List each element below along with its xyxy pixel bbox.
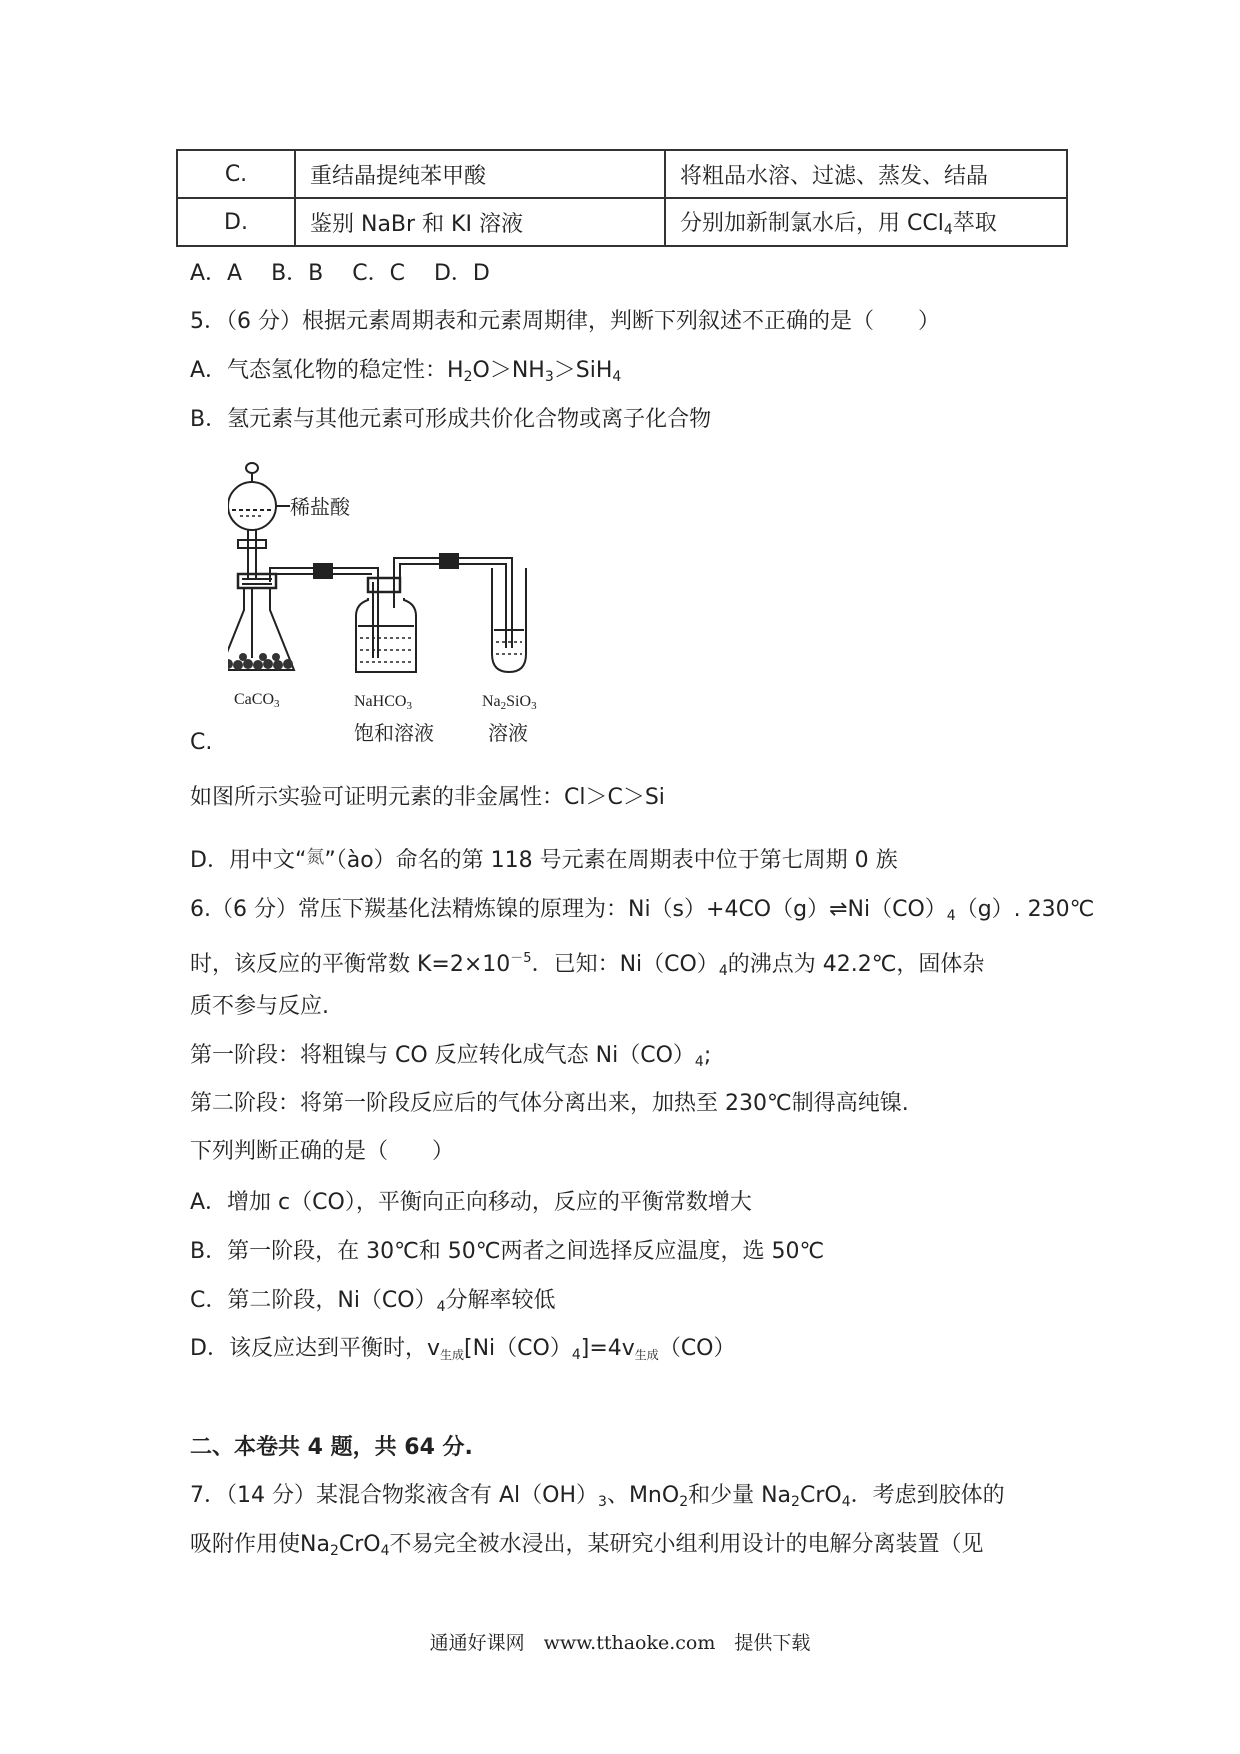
funnel-bulb [228,482,276,530]
q6-option-c: C．第二阶段，$Ni(CO)_4$分解率较低 [190,1288,556,1315]
q5-option-c-label: C. [190,730,213,755]
q6-stage-1: 第一阶段：将粗镍与 CO 反应转化成气态 $Ni(CO)_4$; [190,1043,712,1070]
table-cell-experiment: 重结晶提纯苯甲酸 [295,150,665,198]
table-cell-experiment: 鉴别 NaBr 和 KI 溶液 [295,198,665,246]
tube-label-2: 溶液 [488,721,528,745]
experiment-apparatus-figure [228,458,598,758]
table-cell-label: D. [177,198,295,246]
connecting-tube-2 [394,558,512,648]
q4-choices: A．A B．B C．C D．D [190,261,490,286]
funnel-stopcock [238,540,266,548]
q6-stage-2: 第二阶段：将第一阶段反应后的气体分离出来，加热至 230℃制得高纯镍. [190,1091,909,1116]
flask-label: CaCO3 [234,691,280,710]
hose-clamp-2 [440,554,458,568]
table-row [177,150,1067,198]
hose-clamp-1 [314,564,332,578]
tube-label: Na2SiO3 [482,693,537,712]
q7-line-2: 吸附作用使$Na_2CrO_4$不易完全被水浸出，某研究小组利用设计的电解分离装置（见 [190,1532,984,1559]
q6-option-d: D．该反应达到平衡时，v生成$[Ni(CO)_4]=4v$生成（CO） [190,1336,736,1363]
q5-option-c-text: 如图所示实验可证明元素的非金属性：Cl＞C＞Si [190,785,665,810]
funnel-stopper-knob [246,463,258,473]
q6-option-a: A．增加 c（CO），平衡向正向移动，反应的平衡常数增大 [190,1190,752,1215]
q5-stem: 5．（6 分）根据元素周期表和元素周期律，判断下列叙述不正确的是（ ） [190,309,940,334]
q6-option-b: B．第一阶段，在 30℃和 50℃两者之间选择反应温度，选 50℃ [190,1239,825,1264]
bottle-label-2: 饱和溶液 [354,721,434,745]
table-cell-method: 将粗品水溶、过滤、蒸发、结晶 [665,150,1067,198]
bottle-label: NaHCO3 [354,693,412,712]
table-row [177,198,1067,246]
options-table [176,149,1068,247]
section-2-heading: 二、本卷共 4 题，共 64 分. [190,1435,473,1460]
q6-line-3: 质不参与反应. [190,994,329,1019]
q5-option-a: A．气态氢化物的稳定性：$H_2O>NH_3>SiH_4$ [190,358,622,385]
test-tube [492,568,526,672]
table-cell-method: 分别加新制氯水后，用 CCl$_4$萃取 [665,198,1067,246]
caco3-solid-particles [228,653,293,670]
q6-question: 下列判断正确的是（ ） [190,1139,455,1164]
q6-line-1: 6.（6 分）常压下羰基化法精炼镍的原理为：$Ni(s)+4CO(g)\rightleftharpoons Ni(CO)_4(g)$. 230℃ [190,897,1095,924]
nahco3-bottle [356,598,416,672]
q7-line-1: 7．（14 分）某混合物浆液含有 $Al(OH)_3$、MnO$_2$和少量 $Na_2CrO_4$．考虑到胶体的 [190,1483,1005,1510]
q5-option-b: B．氢元素与其他元素可形成共价化合物或离子化合物 [190,407,712,432]
q5-option-d: D．用中文“氮”（ào）命名的第 118 号元素在周期表中位于第七周期 0 族 [190,847,898,873]
q6-line-2: 时，该反应的平衡常数 $K=2\times 10^{-5}$．已知：$Ni(CO)_4$的沸点为 42.2℃，固体杂 [190,951,985,979]
element-118-character: 氮 [306,847,325,868]
funnel-label: 稀盐酸 [290,495,350,519]
page-footer: 通通好课网 www.tthaoke.com 提供下载 [429,1632,811,1654]
table-cell-label: C. [177,150,295,198]
